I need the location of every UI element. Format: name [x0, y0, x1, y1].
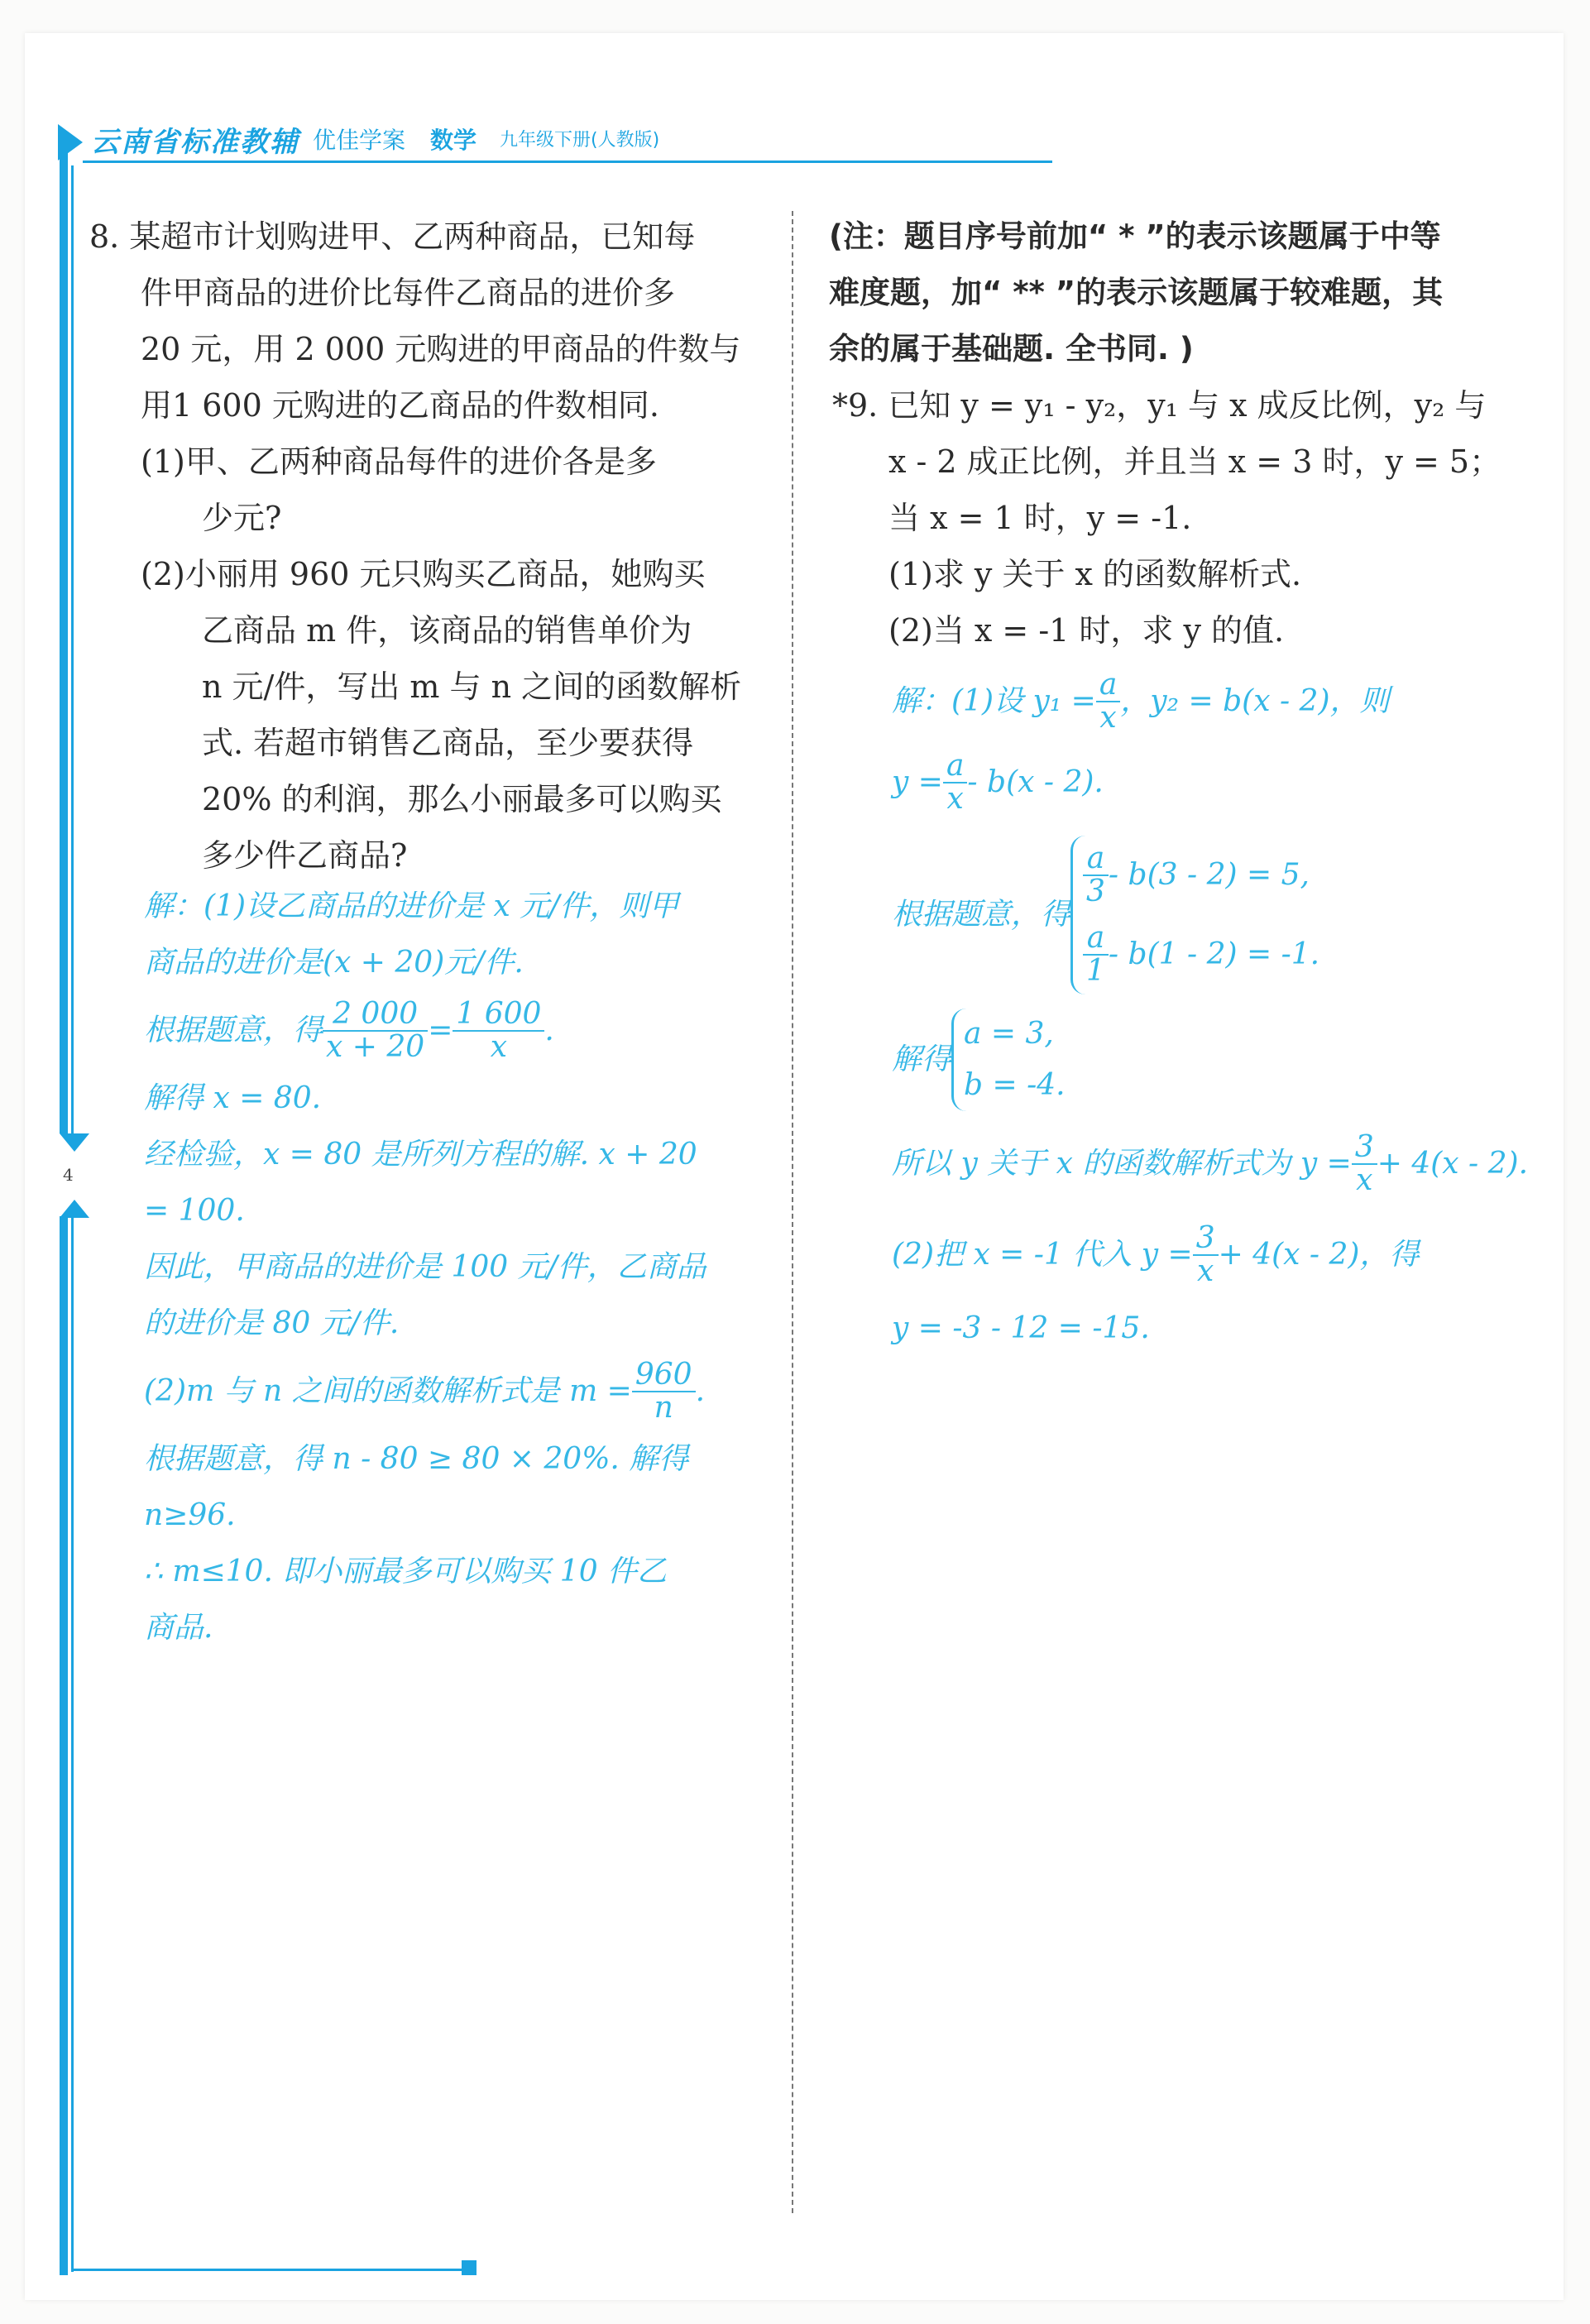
- a8-equation: [144, 991, 773, 1071]
- fraction-numerator: 2 000: [323, 999, 428, 1032]
- a9-fraction: [1193, 1223, 1219, 1287]
- page-marker-bottom-icon: [60, 1200, 89, 1218]
- left-border-bar: [60, 132, 68, 1133]
- a9-prefix: (2)把 x = -1 代入 y =: [892, 1238, 1193, 1272]
- a8-fraction: [323, 999, 428, 1063]
- fraction-numerator: a: [1083, 922, 1109, 956]
- system-row: a = 3,: [964, 1017, 1054, 1051]
- page-marker-top-icon: [60, 1133, 89, 1152]
- q9-line: 当 x = 1 时，y = -1.: [888, 500, 1192, 536]
- fraction-numerator: a: [943, 750, 967, 783]
- a8-line: 商品的进价是(x + 20)元/件.: [144, 946, 524, 980]
- fraction-denominator: x: [1197, 1254, 1214, 1288]
- a8-eq-prefix: 根据题意，得: [144, 1013, 323, 1047]
- a9-line: y = -3 - 12 = -15.: [892, 1311, 1150, 1345]
- a9-line: [892, 662, 1521, 741]
- a8-line: ∴ m≤10. 即小丽最多可以购买 10 件乙: [144, 1555, 668, 1588]
- a8-line: = 100.: [144, 1194, 245, 1228]
- header-grade: 九年级下册(人教版): [500, 130, 660, 151]
- header-book: 优佳学案: [313, 127, 406, 154]
- a9-fraction: [1096, 669, 1120, 734]
- note-line: 难度题，加“ ** ”的表示该题属于较难题，其: [829, 275, 1444, 310]
- q8-line: 用1 600 元购进的乙商品的件数相同.: [141, 387, 659, 424]
- fraction-denominator: n: [654, 1391, 673, 1425]
- a9-line: [892, 1119, 1529, 1210]
- a9-suffix: ，y₂ = b(x - 2)，则: [1120, 684, 1390, 718]
- a9-fraction: [1352, 1132, 1377, 1196]
- q9-line: (2)当 x = -1 时，求 y 的值.: [888, 612, 1285, 649]
- fraction-numerator: a: [1083, 843, 1109, 876]
- q9-line: x - 2 成正比例，并且当 x = 3 时，y = 5；: [888, 443, 1501, 480]
- a9-prefix: 解：(1)设 y₁ =: [892, 684, 1096, 718]
- header-subject: 数学: [430, 127, 477, 154]
- q8-sub1-line: 少元?: [202, 500, 282, 536]
- a8-func-prefix: (2)m 与 n 之间的函数解析式是 m =: [144, 1374, 632, 1408]
- a8-fraction: [453, 999, 544, 1063]
- left-border-thin: [71, 165, 74, 1133]
- a9-prefix: 所以 y 关于 x 的函数解析式为 y =: [892, 1147, 1352, 1181]
- fraction-numerator: 1 600: [453, 999, 544, 1032]
- fraction-denominator: 1: [1086, 954, 1105, 988]
- q8-line: 20 元，用 2 000 元购进的甲商品的件数与: [141, 331, 741, 367]
- q8-sub2-line: (2)小丽用 960 元只购买乙商品，她购买: [141, 556, 706, 592]
- page-number: 4: [63, 1165, 74, 1185]
- a9-prefix: y =: [892, 765, 943, 799]
- footer-square-icon: [462, 2260, 477, 2275]
- q8-sub2-line: 多少件乙商品?: [202, 837, 408, 874]
- q8-sub2-line: 式. 若超市销售乙商品，至少要获得: [202, 725, 694, 761]
- fraction-denominator: x: [1099, 701, 1117, 735]
- fraction-denominator: x: [1356, 1163, 1373, 1197]
- fraction-denominator: x + 20: [326, 1030, 425, 1064]
- a9-suffix: + 4(x - 2).: [1377, 1147, 1529, 1181]
- a8-eq-end: .: [544, 1013, 554, 1047]
- q8-sub2-line: n 元/件，写出 m 与 n 之间的函数解析: [202, 668, 742, 705]
- a9-system-prefix: 根据题意，得: [892, 898, 1071, 932]
- a9-fraction: [1083, 843, 1109, 908]
- note-line: (注：题目序号前加“ * ”的表示该题属于中等: [829, 218, 1441, 254]
- question-8: [89, 208, 768, 884]
- question-9: [832, 377, 1519, 659]
- q9-line: (1)求 y 关于 x 的函数解析式.: [888, 556, 1302, 592]
- page-header: [60, 116, 1052, 165]
- a8-eq-sign: =: [428, 1013, 453, 1047]
- a8-line: 商品.: [144, 1611, 213, 1645]
- answer-8: [144, 879, 773, 1656]
- q8-line: 8. 某超市计划购进甲、乙两种商品，已知每: [89, 218, 696, 255]
- system-brace: [1070, 836, 1319, 994]
- q8-line: 件甲商品的进价比每件乙商品的进价多: [141, 275, 676, 311]
- fraction-numerator: a: [1096, 669, 1120, 702]
- fraction-denominator: x: [946, 782, 964, 816]
- q8-sub2-line: 20% 的利润，那么小丽最多可以购买: [202, 781, 722, 817]
- system-row: [1083, 836, 1319, 915]
- a9-fraction: [943, 750, 967, 815]
- a8-line: 根据题意，得 n - 80 ≥ 80 × 20%. 解得: [144, 1442, 689, 1476]
- fraction-numerator: 960: [632, 1359, 696, 1392]
- header-rule: [83, 161, 1052, 163]
- fraction-numerator: 3: [1352, 1132, 1377, 1165]
- a8-line: 的进价是 80 元/件.: [144, 1306, 400, 1340]
- a8-line: 因此，甲商品的进价是 100 元/件，乙商品: [144, 1250, 706, 1284]
- a9-line: [892, 741, 1521, 824]
- a9-fraction: [1083, 922, 1109, 987]
- fraction-denominator: 3: [1086, 874, 1105, 908]
- column-divider: [792, 211, 793, 2213]
- answer-9: [892, 662, 1529, 1357]
- header-series: 云南省标准教辅: [91, 126, 299, 159]
- left-border-bar-lower: [60, 1216, 68, 2275]
- a9-system: [892, 832, 1521, 998]
- q8-sub2-line: 乙商品 m 件，该商品的销售单价为: [202, 612, 692, 649]
- note: [829, 208, 1507, 377]
- a8-function: [144, 1352, 773, 1431]
- q9-line: *9. 已知 y = y₁ - y₂，y₁ 与 x 成反比例，y₂ 与: [832, 387, 1487, 424]
- a8-line: 解：(1)设乙商品的进价是 x 元/件，则甲: [144, 889, 679, 923]
- fraction-numerator: 3: [1193, 1223, 1219, 1256]
- note-line: 余的属于基础题. 全书同. ): [829, 331, 1194, 367]
- a9-solution: [892, 1006, 1521, 1114]
- a9-solution-prefix: 解得: [892, 1042, 952, 1076]
- footer-rule: [71, 2269, 468, 2271]
- left-border-thin-lower: [71, 1216, 74, 2272]
- a8-fraction: [632, 1359, 696, 1424]
- a8-line: 经检验，x = 80 是所列方程的解. x + 20: [144, 1138, 697, 1172]
- a8-func-end: .: [695, 1374, 706, 1408]
- a8-line: 解得 x = 80.: [144, 1081, 322, 1115]
- q8-sub1-line: (1)甲、乙两种商品每件的进价各是多: [141, 443, 657, 480]
- system-row-text: - b(3 - 2) = 5,: [1108, 858, 1310, 892]
- a8-line: n≥96.: [144, 1498, 236, 1532]
- system-brace: [951, 1009, 1066, 1111]
- system-row: [1083, 915, 1319, 994]
- a9-suffix: - b(x - 2).: [967, 765, 1104, 799]
- fraction-denominator: x: [490, 1030, 508, 1064]
- a9-line: [892, 1210, 1521, 1301]
- system-row-text: - b(1 - 2) = -1.: [1108, 937, 1320, 971]
- a9-suffix: + 4(x - 2)，得: [1218, 1238, 1420, 1272]
- system-row: b = -4.: [964, 1068, 1066, 1102]
